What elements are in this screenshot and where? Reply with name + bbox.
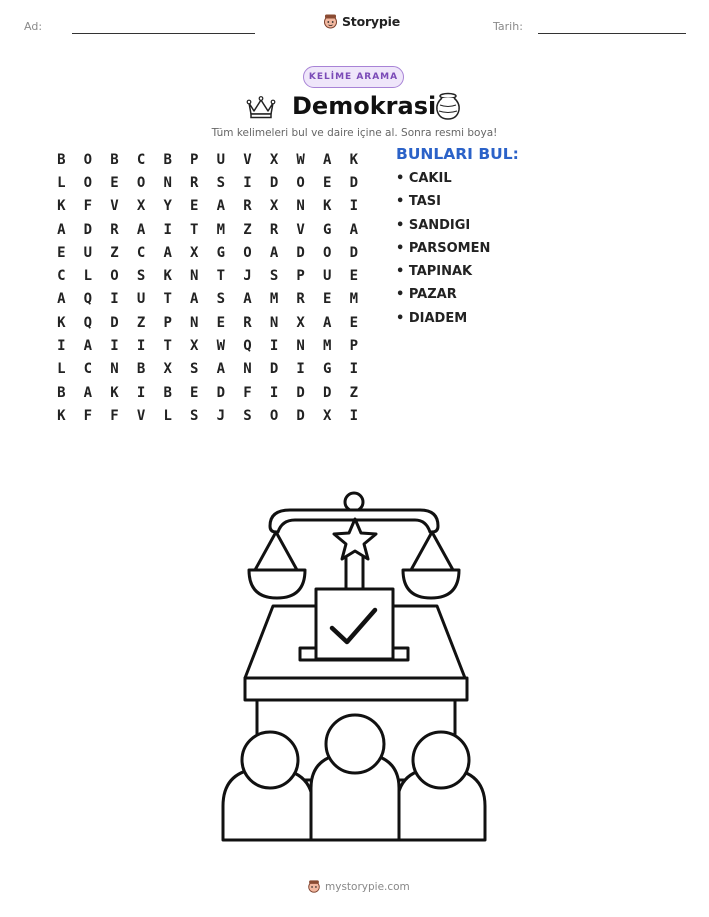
grid-letter[interactable]: K	[163, 268, 172, 285]
grid-letter[interactable]: A	[83, 384, 93, 401]
grid-letter[interactable]: A	[349, 221, 359, 238]
storypie-mascot-icon	[323, 13, 338, 30]
grid-letter[interactable]: I	[349, 407, 359, 424]
grid-letter[interactable]: F	[83, 407, 93, 424]
storypie-mascot-icon	[307, 879, 321, 894]
grid-letter[interactable]: L	[57, 174, 66, 191]
grid-letter[interactable]: E	[216, 314, 226, 331]
grid-letter[interactable]: N	[243, 361, 252, 378]
grid-letter[interactable]: R	[110, 221, 119, 238]
grid-letter[interactable]: K	[110, 384, 119, 401]
grid-letter[interactable]: S	[190, 407, 199, 424]
grid-letter[interactable]: F	[110, 407, 119, 424]
grid-letter[interactable]: Z	[110, 244, 119, 261]
grid-letter[interactable]: V	[296, 221, 305, 238]
word-search-grid	[48, 148, 367, 428]
grid-letter[interactable]: X	[323, 407, 332, 424]
grid-letter[interactable]: Z	[243, 221, 252, 238]
grid-letter[interactable]: E	[323, 174, 332, 191]
grid-letter[interactable]: Z	[349, 384, 359, 401]
grid-letter[interactable]: L	[57, 361, 66, 378]
grid-letter[interactable]: M	[323, 338, 332, 355]
grid-letter[interactable]: C	[136, 151, 146, 168]
grid-letter[interactable]: B	[110, 151, 119, 168]
grid-letter[interactable]: P	[349, 338, 359, 355]
grid-letter[interactable]: N	[190, 314, 199, 331]
grid-letter[interactable]: E	[110, 174, 119, 191]
grid-letter[interactable]: D	[296, 407, 305, 424]
grid-letter[interactable]: I	[269, 338, 279, 355]
grid-letter[interactable]: I	[136, 338, 146, 355]
grid-letter[interactable]: P	[163, 314, 172, 331]
grid-letter[interactable]: T	[163, 291, 172, 308]
grid-letter[interactable]: I	[163, 221, 172, 238]
activity-badge: KELİME ARAMA	[303, 66, 404, 88]
grid-letter[interactable]: I	[296, 361, 305, 378]
grid-row	[48, 218, 367, 241]
grid-letter[interactable]: B	[57, 384, 66, 401]
grid-letter[interactable]: O	[323, 244, 332, 261]
grid-letter[interactable]: G	[323, 221, 332, 238]
grid-letter[interactable]: S	[190, 361, 199, 378]
grid-letter[interactable]: R	[190, 174, 199, 191]
grid-letter[interactable]: E	[57, 244, 66, 261]
grid-letter[interactable]: E	[190, 198, 199, 215]
grid-letter[interactable]: Y	[163, 198, 172, 215]
grid-letter[interactable]: E	[190, 384, 199, 401]
grid-letter[interactable]: E	[323, 291, 332, 308]
grid-letter[interactable]: F	[83, 198, 93, 215]
grid-row	[48, 288, 367, 311]
grid-letter[interactable]: D	[323, 384, 332, 401]
grid-row	[48, 241, 367, 264]
grid-letter[interactable]: I	[57, 338, 66, 355]
grid-letter[interactable]: Q	[83, 291, 93, 308]
grid-row	[48, 311, 367, 334]
grid-letter[interactable]: E	[349, 314, 359, 331]
footer	[307, 879, 410, 894]
grid-letter[interactable]: J	[243, 268, 252, 285]
grid-letter[interactable]: R	[269, 221, 279, 238]
grid-letter[interactable]: N	[296, 198, 305, 215]
grid-letter[interactable]: O	[269, 407, 279, 424]
grid-letter[interactable]: N	[190, 268, 199, 285]
grid-letter[interactable]: A	[190, 291, 199, 308]
grid-letter[interactable]: A	[216, 198, 226, 215]
grid-letter[interactable]: O	[243, 244, 252, 261]
grid-letter[interactable]: A	[323, 151, 332, 168]
word-item: • PAZAR	[396, 287, 457, 303]
grid-letter[interactable]: N	[163, 174, 172, 191]
grid-row	[48, 195, 367, 218]
grid-letter[interactable]: X	[190, 244, 199, 261]
grid-letter[interactable]: W	[296, 151, 305, 168]
clay-pot-icon	[433, 92, 463, 122]
grid-letter[interactable]: K	[57, 198, 66, 215]
grid-letter[interactable]: I	[243, 174, 252, 191]
grid-letter[interactable]: D	[296, 384, 305, 401]
grid-letter[interactable]: X	[136, 198, 146, 215]
grid-letter[interactable]: R	[296, 291, 305, 308]
grid-letter[interactable]: T	[190, 221, 199, 238]
grid-letter[interactable]: D	[349, 244, 359, 261]
grid-letter[interactable]: X	[190, 338, 199, 355]
name-label: Ad:	[24, 20, 43, 33]
grid-letter[interactable]: S	[136, 268, 146, 285]
grid-letter[interactable]: I	[110, 338, 119, 355]
grid-letter[interactable]: A	[163, 244, 172, 261]
word-item: • SANDIGI	[396, 217, 471, 233]
word-item: • CAKIL	[396, 171, 452, 186]
grid-letter[interactable]: X	[269, 151, 279, 168]
grid-letter[interactable]: U	[216, 151, 226, 168]
grid-letter[interactable]: A	[136, 221, 146, 238]
grid-letter[interactable]: B	[57, 151, 66, 168]
grid-letter[interactable]: V	[136, 407, 146, 424]
grid-letter[interactable]: U	[136, 291, 146, 308]
grid-letter[interactable]: A	[243, 291, 252, 308]
name-line	[72, 33, 255, 34]
word-item: • TASI	[396, 194, 441, 210]
grid-letter[interactable]: L	[163, 407, 172, 424]
grid-letter[interactable]: N	[296, 338, 305, 355]
grid-letter[interactable]: A	[57, 291, 66, 308]
grid-letter[interactable]: G	[216, 244, 226, 261]
title-row	[240, 90, 470, 126]
date-line	[538, 33, 686, 34]
grid-letter[interactable]: E	[349, 268, 359, 285]
grid-letter[interactable]: O	[110, 268, 119, 285]
grid-letter[interactable]: B	[163, 151, 172, 168]
grid-letter[interactable]: W	[216, 338, 226, 355]
grid-letter[interactable]: S	[269, 268, 279, 285]
footer-url: mystorypie.com	[325, 880, 410, 893]
grid-letter[interactable]: N	[269, 314, 279, 331]
grid-letter[interactable]: X	[269, 198, 279, 215]
grid-letter[interactable]: P	[190, 151, 199, 168]
grid-letter[interactable]: T	[216, 268, 226, 285]
grid-letter[interactable]: O	[83, 151, 93, 168]
grid-letter[interactable]: Z	[136, 314, 146, 331]
grid-letter[interactable]: S	[216, 291, 226, 308]
grid-letter[interactable]: K	[57, 314, 66, 331]
grid-letter[interactable]: Q	[83, 314, 93, 331]
date-label: Tarih:	[493, 20, 523, 33]
grid-letter[interactable]: D	[83, 221, 93, 238]
brand-logo	[323, 13, 400, 30]
brand-name: Storypie	[342, 14, 400, 29]
grid-letter[interactable]: D	[349, 174, 359, 191]
word-item: • TAPINAK	[396, 264, 473, 280]
word-item: • PARSOMEN	[396, 240, 491, 256]
grid-letter[interactable]: K	[57, 407, 66, 424]
grid-letter[interactable]: A	[269, 244, 279, 261]
grid-letter[interactable]: X	[163, 361, 172, 378]
grid-row	[48, 334, 367, 357]
grid-letter[interactable]: A	[216, 361, 226, 378]
grid-letter[interactable]: F	[243, 384, 252, 401]
word-list	[396, 171, 490, 334]
grid-letter[interactable]: J	[216, 407, 226, 424]
grid-letter[interactable]: R	[243, 198, 252, 215]
grid-letter[interactable]: A	[323, 314, 332, 331]
grid-letter[interactable]: A	[83, 338, 93, 355]
grid-letter[interactable]: Q	[243, 338, 252, 355]
grid-letter[interactable]: S	[216, 174, 226, 191]
grid-letter[interactable]: P	[296, 268, 305, 285]
grid-letter[interactable]: D	[216, 384, 226, 401]
grid-letter[interactable]: V	[110, 198, 119, 215]
grid-letter[interactable]: B	[136, 361, 146, 378]
grid-letter[interactable]: L	[83, 268, 93, 285]
grid-letter[interactable]: C	[57, 268, 66, 285]
grid-letter[interactable]: B	[163, 384, 172, 401]
grid-letter[interactable]: N	[110, 361, 119, 378]
grid-row	[48, 358, 367, 381]
grid-letter[interactable]: I	[136, 384, 146, 401]
grid-letter[interactable]: V	[243, 151, 252, 168]
word-list-title: BUNLARI BUL:	[396, 145, 519, 163]
grid-letter[interactable]: U	[323, 268, 332, 285]
grid-letter[interactable]: D	[296, 244, 305, 261]
grid-row	[48, 171, 367, 194]
page-title: Demokrasi	[292, 92, 437, 120]
grid-letter[interactable]: M	[216, 221, 226, 238]
grid-letter[interactable]: I	[110, 291, 119, 308]
grid-letter[interactable]: I	[269, 384, 279, 401]
grid-letter[interactable]: I	[349, 198, 359, 215]
word-item: • DIADEM	[396, 310, 468, 326]
grid-letter[interactable]: X	[296, 314, 305, 331]
grid-letter[interactable]: U	[83, 244, 93, 261]
grid-letter[interactable]: M	[269, 291, 279, 308]
grid-letter[interactable]: A	[57, 221, 66, 238]
grid-row	[48, 404, 367, 427]
grid-letter[interactable]: D	[269, 361, 279, 378]
grid-letter[interactable]: D	[269, 174, 279, 191]
grid-letter[interactable]: T	[163, 338, 172, 355]
grid-letter[interactable]: G	[323, 361, 332, 378]
grid-letter[interactable]: O	[296, 174, 305, 191]
grid-letter[interactable]: C	[83, 361, 93, 378]
grid-letter[interactable]: R	[243, 314, 252, 331]
grid-letter[interactable]: K	[323, 198, 332, 215]
crown-icon	[246, 95, 276, 119]
grid-letter[interactable]: O	[83, 174, 93, 191]
grid-row	[48, 148, 367, 171]
democracy-illustration	[215, 488, 495, 853]
instructions: Tüm kelimeleri bul ve daire içine al. Sonra resmi boya!	[211, 127, 498, 139]
grid-letter[interactable]: S	[243, 407, 252, 424]
grid-letter[interactable]: M	[349, 291, 359, 308]
grid-row	[48, 264, 367, 287]
grid-letter[interactable]: D	[110, 314, 119, 331]
grid-letter[interactable]: C	[136, 244, 146, 261]
grid-row	[48, 381, 367, 404]
grid-letter[interactable]: I	[349, 361, 359, 378]
grid-letter[interactable]: K	[349, 151, 359, 168]
grid-letter[interactable]: O	[136, 174, 146, 191]
